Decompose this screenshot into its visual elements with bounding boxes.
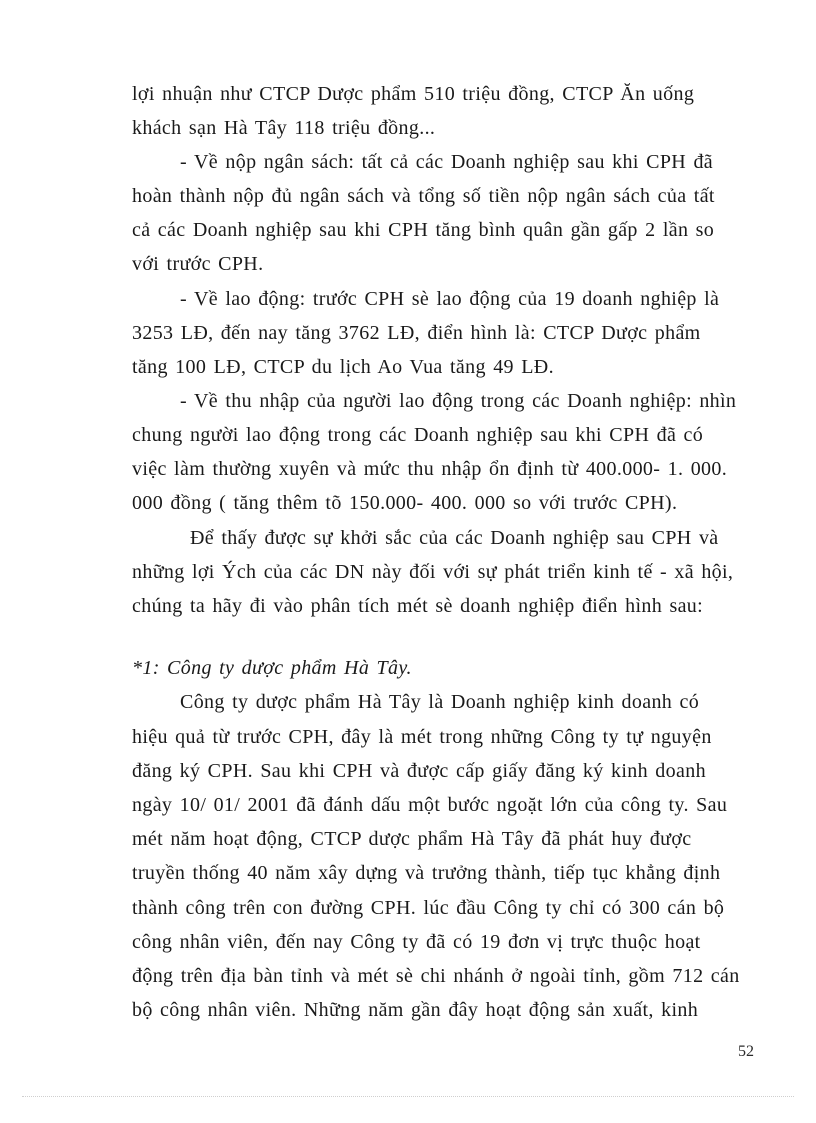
text-line: cả các Doanh nghiệp sau khi CPH tăng bình quân gần gấp 2 lần so [132,219,715,241]
page-bottom-border [22,1096,794,1097]
text-line: bộ công nhân viên. Những năm gần đây hoạt động sản xuất, kinh [132,999,699,1021]
text-line: lợi nhuận như CTCP Dược phẩm 510 triệu đồng, CTCP Ăn uống [132,83,695,105]
text-line: đăng ký CPH. Sau khi CPH và được cấp giấy đăng ký kinh doanh [132,760,706,782]
section-heading: *1: Công ty dược phẩm Hà Tây. [132,657,412,679]
text-line: - Về thu nhập của người lao động trong các Doanh nghiệp: nhìn [180,390,737,412]
text-line: hoàn thành nộp đủ ngân sách và tổng số tiền nộp ngân sách của tất [132,185,715,207]
text-line: chúng ta hãy đi vào phân tích mét sè doanh nghiệp điển hình sau: [132,595,704,617]
text-line: việc làm thường xuyên và mức thu nhập ổn định từ 400.000- 1. 000. [132,458,728,480]
text-line: - Về lao động: trước CPH sè lao động của 19 doanh nghiệp là [180,288,720,310]
text-line: thành công trên con đường CPH. lúc đầu Công ty chỉ có 300 cán bộ [132,897,725,919]
text-line: 3253 LĐ, đến nay tăng 3762 LĐ, điển hình là: CTCP Dược phẩm [132,322,701,344]
text-line: với trước CPH. [132,253,264,275]
text-line: truyền thống 40 năm xây dựng và trưởng thành, tiếp tục khẳng định [132,862,721,884]
text-line: chung người lao động trong các Doanh nghiệp sau khi CPH đã có [132,424,704,446]
text-line: những lợi Ých của các DN này đối với sự phát triển kinh tế - xã hội, [132,561,734,583]
text-line: ngày 10/ 01/ 2001 đã đánh dấu một bước ngoặt lớn của công ty. Sau [132,794,728,816]
text-line: 000 đồng ( tăng thêm tõ 150.000- 400. 000 so với trước CPH). [132,492,678,514]
text-line: Công ty dược phẩm Hà Tây là Doanh nghiệp kinh doanh có [180,691,700,713]
text-line: mét năm hoạt động, CTCP dược phẩm Hà Tây đã phát huy được [132,828,692,850]
text-line: công nhân viên, đến nay Công ty đã có 19 đơn vị trực thuộc hoạt [132,931,701,953]
page-number: 52 [738,1043,754,1060]
text-line: - Về nộp ngân sách: tất cả các Doanh nghiệp sau khi CPH đã [180,151,714,173]
text-line: hiệu quả từ trước CPH, đây là mét trong những Công ty tự nguyện [132,726,712,748]
text-line: động trên địa bàn tỉnh và mét sè chi nhánh ở ngoài tỉnh, gồm 712 cán [132,965,740,987]
text-line: khách sạn Hà Tây 118 triệu đồng... [132,117,436,139]
text-line: Để thấy được sự khởi sắc của các Doanh nghiệp sau CPH và [190,527,719,549]
text-line: tăng 100 LĐ, CTCP du lịch Ao Vua tăng 49 LĐ. [132,356,554,378]
